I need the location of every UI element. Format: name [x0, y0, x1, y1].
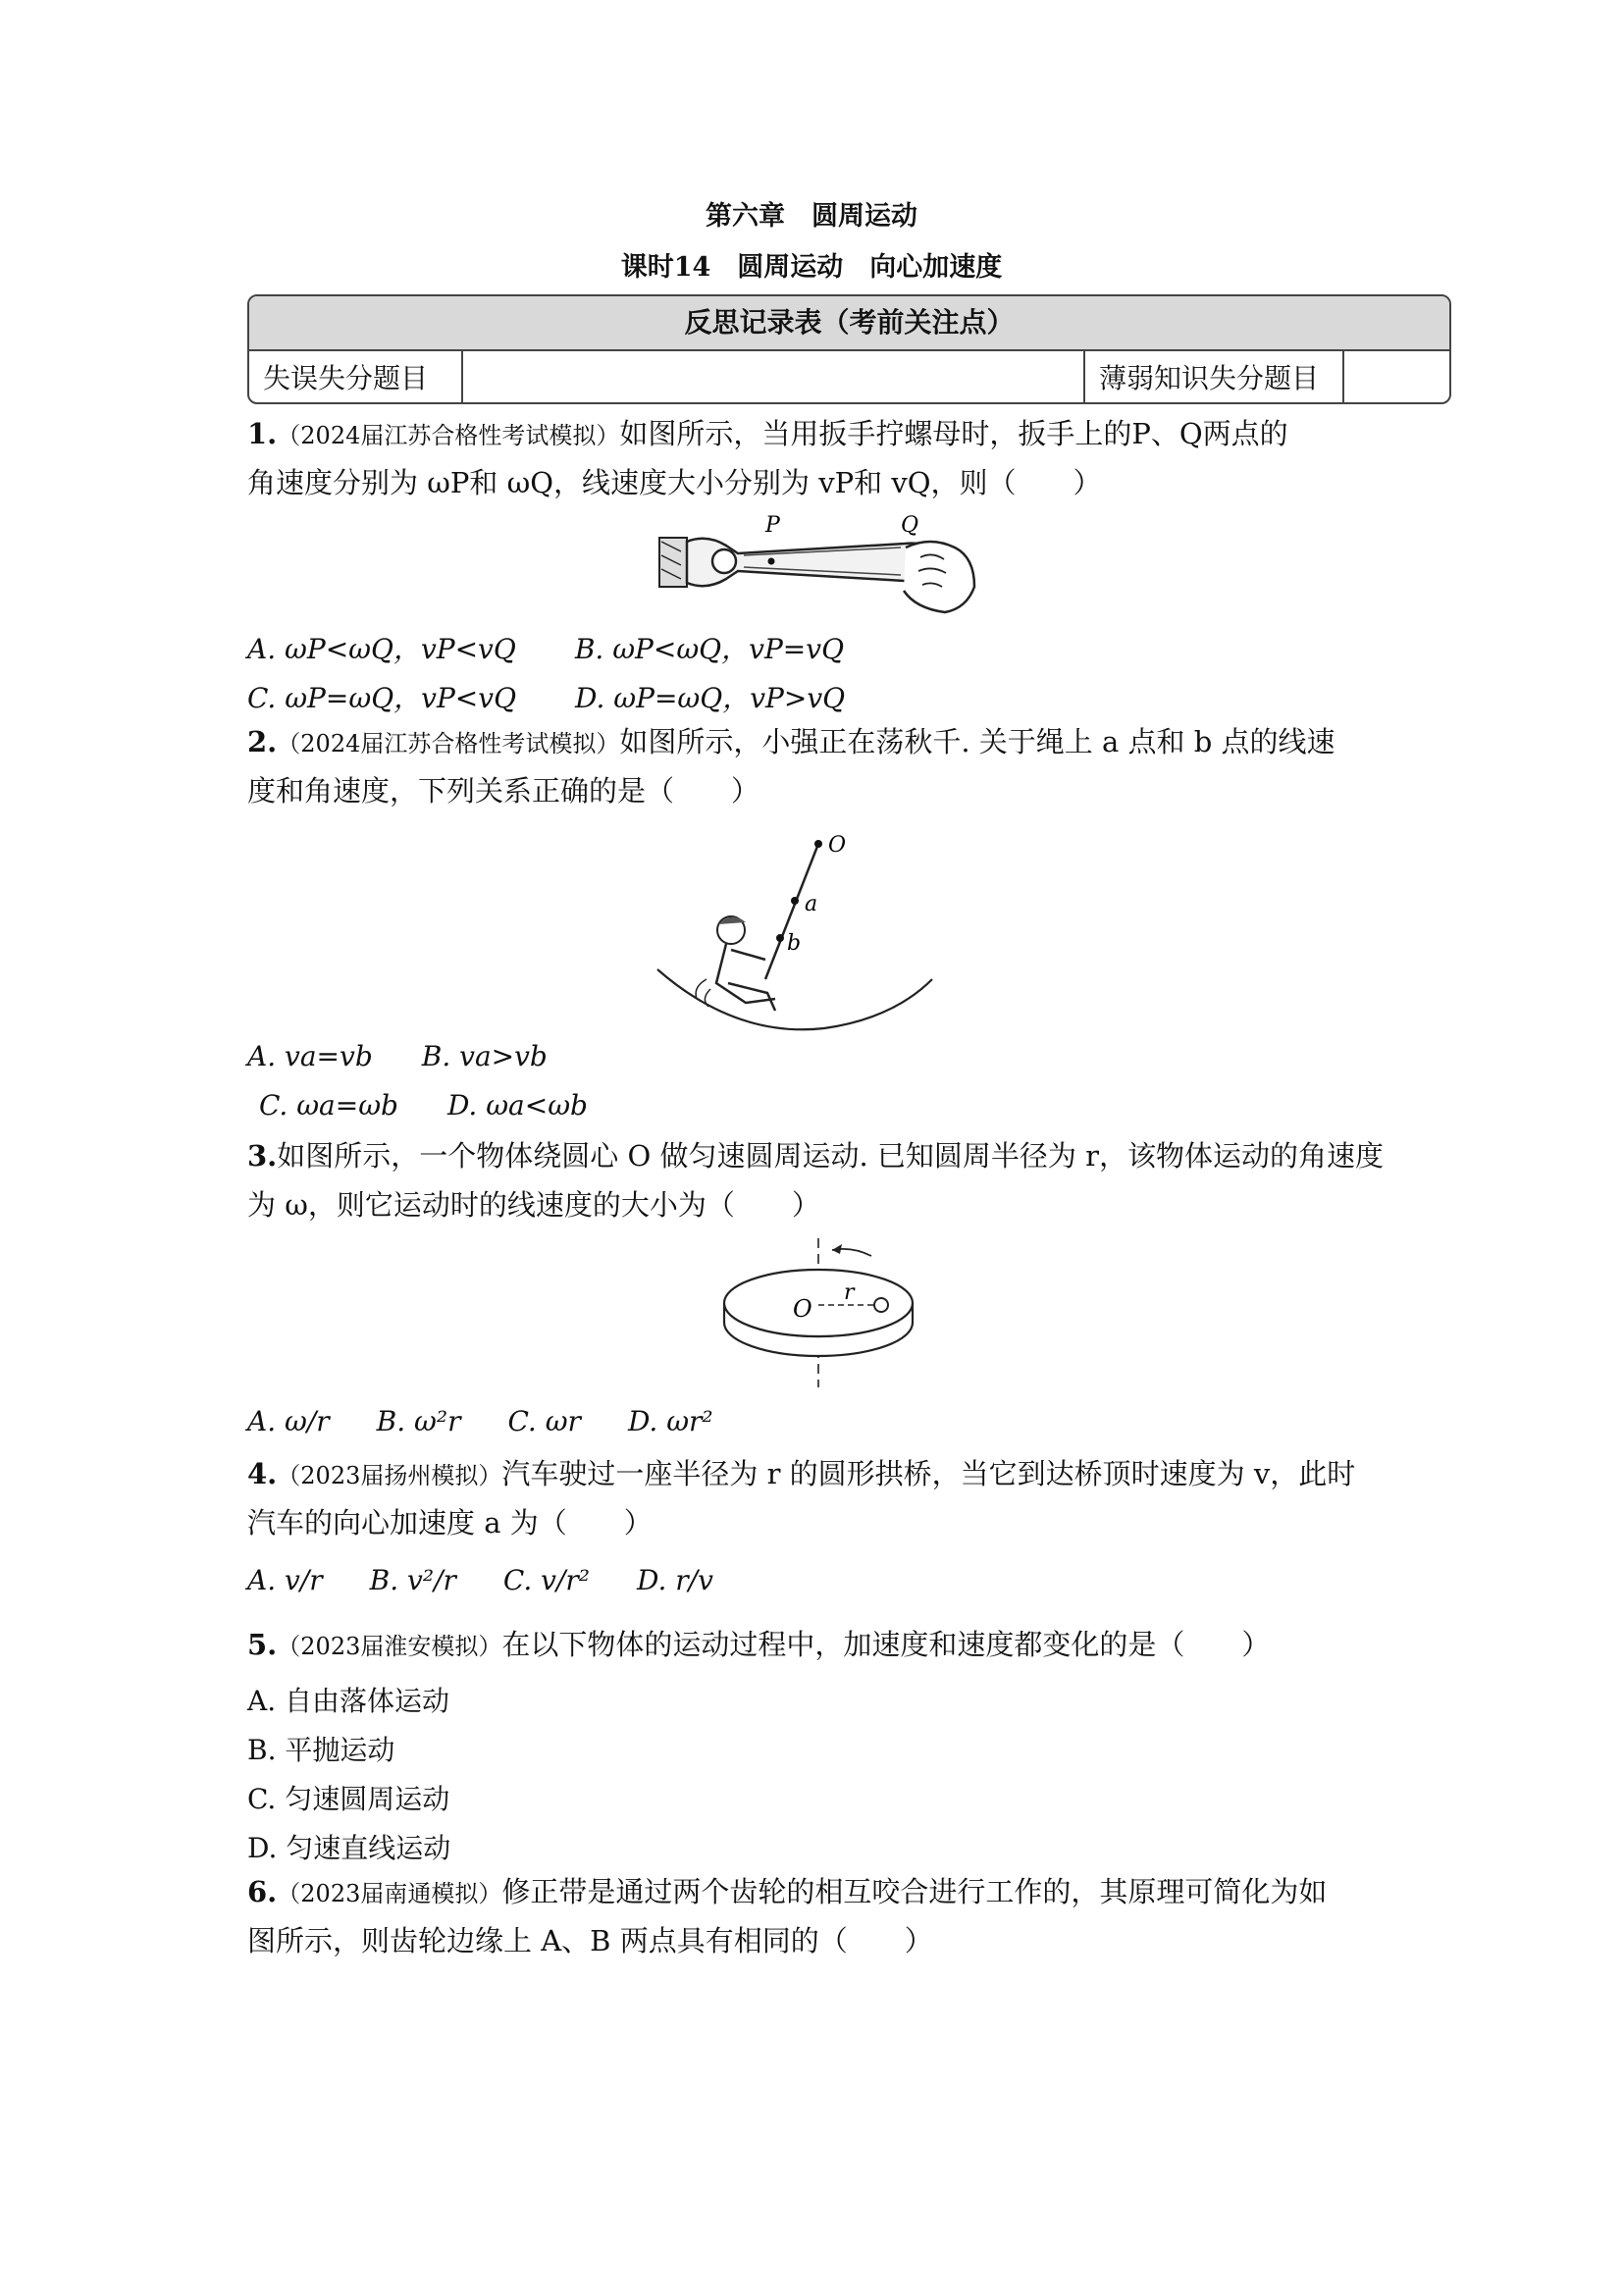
question-6-line-1: 6.（2023届南通模拟）修正带是通过两个齿轮的相互咬合进行工作的，其原理可简化为如 [247, 1875, 1328, 1908]
point-o-marker [814, 840, 822, 848]
question-4-option-c[interactable]: C. v/r² [502, 1564, 591, 1596]
question-4-line-1: 4.（2023届扬州模拟）汽车驶过一座半径为 r 的圆形拱桥，当它到达桥顶时速度为 v，此时 [247, 1457, 1356, 1490]
question-4-source: （2023届扬州模拟） [277, 1462, 502, 1489]
question-3-option-c[interactable]: C. ωr [507, 1405, 581, 1437]
question-2-options-row-2 [259, 1089, 588, 1122]
question-1-options-row-1 [247, 628, 844, 667]
reflection-table-header: 反思记录表（考前关注点） [249, 296, 1449, 351]
reflection-table [247, 294, 1451, 404]
disk-figure [714, 1234, 922, 1391]
label-q: Q [901, 513, 919, 538]
weak-knowledge-entry-cell[interactable] [1344, 351, 1451, 404]
point-p-marker [768, 558, 775, 565]
question-6-line-2: 图所示，则齿轮边缘上 A、B 两点具有相同的（ ） [247, 1924, 933, 1957]
question-5-option-b[interactable]: B. 平抛运动 [247, 1734, 395, 1766]
mistakes-entry-cell[interactable] [463, 351, 1085, 404]
reflection-table-row [249, 351, 1449, 404]
question-3-line-1: 3.如图所示，一个物体绕圆心 O 做匀速圆周运动. 已知圆周半径为 r，该物体运动的角速度 [247, 1139, 1385, 1173]
label-a: a [805, 892, 818, 916]
question-3-options [247, 1405, 713, 1437]
question-2-option-a[interactable]: A. va=vb [247, 1040, 373, 1072]
question-2-source: （2024届江苏合格性考试模拟） [277, 730, 620, 757]
question-3-option-a[interactable]: A. ω/r [247, 1405, 330, 1437]
wrench-figure [655, 510, 979, 618]
question-5-option-d[interactable]: D. 匀速直线运动 [247, 1832, 451, 1864]
label-p: P [765, 513, 780, 538]
question-6-source: （2023届南通模拟） [277, 1880, 502, 1907]
label-b: b [787, 931, 802, 956]
question-1-option-c[interactable]: C. ωP=ωQ，vP<vQ [247, 682, 517, 714]
question-2-option-d[interactable]: D. ωa<ωb [446, 1089, 588, 1122]
question-1-option-b[interactable]: B. ωP<ωQ，vP=vQ [574, 633, 845, 665]
point-a-marker [791, 897, 799, 905]
question-3-line-2: 为 ω，则它运动时的线速度的大小为（ ） [247, 1188, 820, 1222]
question-1-line-1: 1.（2024届江苏合格性考试模拟）如图所示，当用扳手拧螺母时，扳手上的P、Q两点的 [247, 417, 1288, 450]
question-2-option-b[interactable]: B. va>vb [421, 1040, 548, 1072]
question-4-options [247, 1564, 713, 1596]
question-2-line-1: 2.（2024届江苏合格性考试模拟）如图所示，小强正在荡秋千. 关于绳上 a 点和 b 点的线速 [247, 725, 1335, 758]
question-3-option-d[interactable]: D. ωr² [627, 1405, 713, 1437]
question-2-option-c[interactable]: C. ωa=ωb [259, 1089, 398, 1122]
mistakes-label: 失误失分题目 [249, 351, 463, 404]
weak-knowledge-label: 薄弱知识失分题目 [1085, 351, 1344, 404]
swing-figure [648, 822, 942, 1038]
question-2-line-2: 度和角速度，下列关系正确的是（ ） [247, 774, 760, 808]
chapter-title: 第六章 圆周运动 [706, 201, 917, 232]
question-3-option-b[interactable]: B. ω²r [376, 1405, 461, 1437]
label-center-o: O [793, 1295, 812, 1323]
question-1-option-d[interactable]: D. ωP=ωQ，vP>vQ [575, 682, 846, 714]
question-2-options-row-1 [247, 1040, 548, 1072]
question-1-option-a[interactable]: A. ωP<ωQ，vP<vQ [247, 633, 516, 665]
point-b-marker [776, 934, 784, 942]
question-1-line-2: 角速度分别为 ωP和 ωQ，线速度大小分别为 vP和 vQ，则（ ） [247, 466, 1102, 499]
question-5-option-a[interactable]: A. 自由落体运动 [247, 1685, 450, 1717]
lesson-title: 课时14 圆周运动 向心加速度 [620, 252, 1003, 283]
question-1-source: （2024届江苏合格性考试模拟） [277, 422, 620, 449]
question-4-option-b[interactable]: B. v²/r [369, 1564, 456, 1596]
question-4-line-2: 汽车的向心加速度 a 为（ ） [247, 1506, 653, 1539]
question-4-option-a[interactable]: A. v/r [247, 1564, 323, 1596]
question-5-line-1: 5.（2023届淮安模拟）在以下物体的运动过程中，加速度和速度都变化的是（ ） [247, 1628, 1271, 1661]
label-o: O [828, 833, 847, 858]
question-1-options-row-2 [247, 677, 845, 716]
question-5-source: （2023届淮安模拟） [277, 1633, 502, 1660]
question-5-option-c[interactable]: C. 匀速圆周运动 [247, 1783, 450, 1815]
question-4-option-d[interactable]: D. r/v [637, 1564, 713, 1596]
label-radius-r: r [844, 1280, 855, 1305]
